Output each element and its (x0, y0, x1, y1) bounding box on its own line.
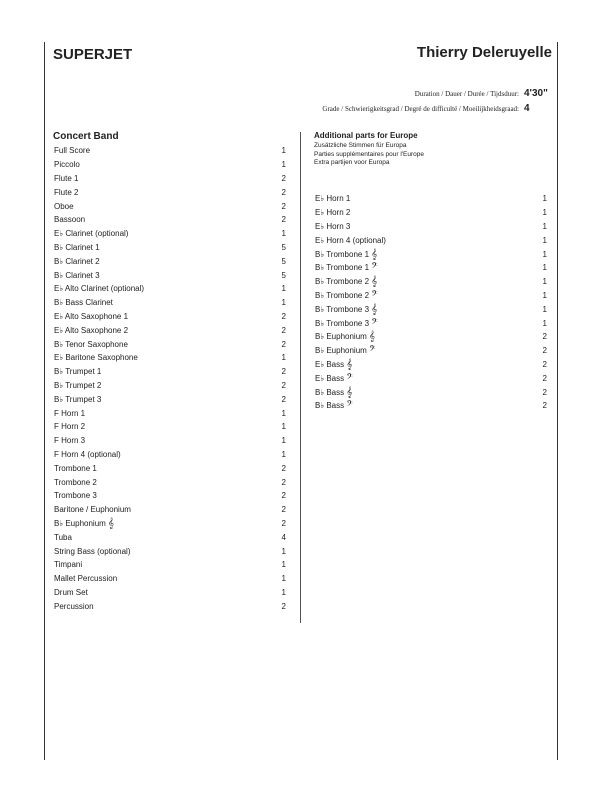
part-row (315, 192, 547, 206)
part-name: E♭ Alto Saxophone 2 (54, 325, 129, 335)
part-name: Trombone 1 (54, 463, 97, 473)
part-label (54, 464, 97, 473)
part-label (54, 298, 113, 307)
part-name: String Bass (optional) (54, 546, 131, 556)
part-name: B♭ Euphonium (54, 518, 106, 528)
part-label (54, 243, 100, 252)
part-row (315, 289, 547, 303)
part-row (315, 330, 547, 344)
part-label (315, 388, 352, 397)
part-count: 2 (281, 339, 286, 349)
part-row (54, 365, 286, 379)
part-label (54, 312, 128, 321)
treble-clef-icon: 𝄞 (346, 386, 353, 398)
europe-parts-heading: Additional parts for Europe (314, 131, 418, 140)
column-divider (300, 132, 301, 623)
treble-clef-icon: 𝄞 (371, 303, 378, 315)
part-count: 2 (281, 518, 286, 528)
part-count: 2 (281, 367, 286, 377)
part-label (315, 319, 378, 328)
europe-subtitle: Extra partijen voor Europa (314, 159, 390, 166)
part-label (54, 422, 85, 431)
part-count: 1 (281, 229, 286, 239)
part-name: E♭ Baritone Saxophone (54, 353, 138, 363)
part-count: 5 (281, 242, 286, 252)
part-row (315, 220, 547, 234)
part-count: 2 (281, 394, 286, 404)
part-label (315, 250, 377, 259)
part-count: 1 (281, 408, 286, 418)
part-label (54, 257, 100, 266)
part-count: 2 (281, 601, 286, 611)
part-name: B♭ Trombone 1 (315, 249, 370, 259)
part-label (54, 547, 130, 556)
bass-clef-icon: 𝄢 (346, 400, 353, 412)
part-name: Timpani (54, 560, 83, 570)
part-count: 1 (542, 208, 547, 218)
part-count: 1 (542, 249, 547, 259)
part-row (54, 227, 286, 241)
part-label (54, 160, 80, 169)
part-name: B♭ Trombone 3 (315, 318, 370, 328)
part-row (54, 572, 286, 586)
part-label (315, 346, 375, 355)
treble-clef-icon: 𝄞 (371, 248, 378, 260)
part-name: E♭ Horn 4 (optional) (315, 235, 386, 245)
part-label (315, 401, 353, 410)
part-row (54, 337, 286, 351)
part-label (54, 478, 97, 487)
part-count: 1 (542, 235, 547, 245)
part-row (315, 247, 547, 261)
part-label (54, 326, 128, 335)
grade-value: 4 (524, 103, 530, 114)
part-label (315, 291, 378, 300)
part-name: Flute 1 (54, 173, 79, 183)
part-count: 1 (542, 318, 547, 328)
part-row (54, 158, 286, 172)
part-label (54, 146, 90, 155)
part-name: F Horn 1 (54, 408, 86, 418)
part-label (315, 374, 353, 383)
piece-title: SUPERJET (53, 46, 133, 63)
part-name: F Horn 3 (54, 436, 86, 446)
part-name: Baritone / Euphonium (54, 505, 131, 515)
part-name: B♭ Euphonium (315, 346, 367, 356)
bass-clef-icon: 𝄢 (371, 262, 378, 274)
part-label (54, 450, 121, 459)
part-count: 1 (281, 422, 286, 432)
part-label (54, 271, 100, 280)
part-label (54, 215, 85, 224)
part-row (54, 544, 286, 558)
part-row (315, 261, 547, 275)
part-count: 1 (281, 546, 286, 556)
part-row (54, 379, 286, 393)
part-row (54, 185, 286, 199)
part-name: B♭ Trombone 3 (315, 304, 370, 314)
right-margin-rule (557, 42, 558, 760)
part-label (54, 588, 88, 597)
part-row (315, 302, 547, 316)
part-row (54, 172, 286, 186)
part-count: 1 (281, 574, 286, 584)
concert-band-parts-list (54, 144, 286, 613)
part-row (54, 434, 286, 448)
part-count: 1 (281, 560, 286, 570)
part-row (54, 599, 286, 613)
part-label (315, 194, 350, 203)
part-count: 2 (542, 387, 547, 397)
part-name: Mallet Percussion (54, 574, 118, 584)
part-name: E♭ Clarinet (optional) (54, 229, 129, 239)
part-count: 1 (542, 304, 547, 314)
part-label (315, 332, 375, 341)
part-row (54, 406, 286, 420)
part-label (54, 409, 85, 418)
part-label (315, 236, 386, 245)
part-count: 2 (542, 346, 547, 356)
part-count: 4 (281, 532, 286, 542)
part-row (54, 392, 286, 406)
part-count: 1 (281, 353, 286, 363)
part-name: B♭ Bass (315, 401, 345, 411)
part-label (54, 560, 82, 569)
part-row (315, 344, 547, 358)
part-name: B♭ Trombone 2 (315, 290, 370, 300)
part-name: F Horn 2 (54, 422, 86, 432)
part-label (54, 505, 131, 514)
part-row (54, 461, 286, 475)
part-count: 5 (281, 270, 286, 280)
part-row (54, 268, 286, 282)
part-row (315, 206, 547, 220)
bass-clef-icon: 𝄢 (346, 372, 353, 384)
part-count: 2 (542, 359, 547, 369)
part-count: 2 (281, 311, 286, 321)
part-label (315, 222, 350, 231)
grade-row (322, 103, 552, 114)
part-row (315, 399, 547, 413)
part-name: B♭ Clarinet 1 (54, 242, 100, 252)
bass-clef-icon: 𝄢 (371, 289, 378, 301)
part-name: E♭ Alto Saxophone 1 (54, 311, 129, 321)
grade-label: Grade / Schwierigkeitsgrad / Degré de difficulté / Moeilijkheidsgraad: (322, 105, 519, 113)
part-row (315, 385, 547, 399)
part-count: 2 (281, 187, 286, 197)
part-name: E♭ Horn 3 (315, 221, 351, 231)
part-count: 2 (281, 505, 286, 515)
part-row (54, 503, 286, 517)
part-count: 2 (542, 401, 547, 411)
part-count: 1 (281, 146, 286, 156)
part-count: 2 (542, 332, 547, 342)
part-name: B♭ Bass (315, 387, 345, 397)
part-label (54, 367, 101, 376)
part-name: B♭ Euphonium (315, 332, 367, 342)
part-count: 2 (542, 373, 547, 383)
concert-band-heading: Concert Band (53, 131, 119, 142)
part-row (54, 558, 286, 572)
part-label (54, 533, 72, 542)
part-count: 1 (281, 284, 286, 294)
treble-clef-icon: 𝄞 (371, 276, 378, 288)
europe-subtitle: Zusätzliche Stimmen für Europa (314, 142, 407, 149)
part-row (315, 316, 547, 330)
part-count: 1 (281, 449, 286, 459)
part-name: Oboe (54, 201, 74, 211)
part-name: Trombone 2 (54, 477, 97, 487)
part-count: 1 (542, 194, 547, 204)
part-name: B♭ Trombone 1 (315, 263, 370, 273)
part-count: 2 (281, 325, 286, 335)
part-label (54, 353, 138, 362)
part-count: 1 (542, 290, 547, 300)
part-name: F Horn 4 (optional) (54, 449, 121, 459)
composer-name: Thierry Deleruyelle (416, 44, 552, 61)
part-name: B♭ Trumpet 2 (54, 380, 102, 390)
part-row (315, 358, 547, 372)
part-label (315, 360, 352, 369)
europe-parts-list (315, 192, 547, 413)
part-label (54, 202, 74, 211)
part-row (54, 530, 286, 544)
part-row (54, 199, 286, 213)
bass-clef-icon: 𝄢 (371, 317, 378, 329)
europe-subtitle: Parties supplémentaires pour l'Europe (314, 150, 424, 158)
part-row (315, 275, 547, 289)
part-name: B♭ Trumpet 3 (54, 394, 102, 404)
part-label (54, 574, 117, 583)
part-count: 1 (542, 277, 547, 287)
part-count: 2 (281, 201, 286, 211)
part-label (54, 381, 101, 390)
part-row (54, 144, 286, 158)
part-name: Full Score (54, 146, 91, 156)
part-count: 2 (281, 463, 286, 473)
part-row (54, 310, 286, 324)
part-label (315, 263, 378, 272)
part-label (315, 208, 350, 217)
part-count: 2 (281, 380, 286, 390)
part-name: Bassoon (54, 215, 86, 225)
part-row (54, 282, 286, 296)
part-row (54, 420, 286, 434)
part-label (315, 277, 377, 286)
duration-row (415, 88, 552, 99)
part-row (54, 448, 286, 462)
duration-value: 4'30" (524, 88, 548, 99)
part-label (54, 174, 78, 183)
part-count: 2 (281, 173, 286, 183)
part-row (54, 213, 286, 227)
treble-clef-icon: 𝄞 (369, 331, 375, 343)
part-row (54, 586, 286, 600)
part-row (54, 351, 286, 365)
left-margin-rule (44, 42, 45, 760)
part-row (54, 489, 286, 503)
part-count: 5 (281, 256, 286, 266)
part-count: 1 (542, 263, 547, 273)
part-count: 1 (281, 587, 286, 597)
part-row (54, 241, 286, 255)
treble-clef-icon: 𝄞 (346, 358, 353, 370)
part-label (54, 602, 94, 611)
part-count: 1 (281, 298, 286, 308)
europe-parts-subtitles (314, 142, 424, 168)
part-name: B♭ Trumpet 1 (54, 367, 102, 377)
part-label (54, 395, 101, 404)
part-count: 2 (281, 491, 286, 501)
part-name: Piccolo (54, 160, 80, 170)
part-name: Flute 2 (54, 187, 79, 197)
part-name: E♭ Alto Clarinet (optional) (54, 284, 145, 294)
part-label (315, 305, 377, 314)
part-row (315, 371, 547, 385)
part-name: B♭ Bass Clarinet (54, 298, 113, 308)
part-row (54, 517, 286, 531)
part-label (54, 340, 128, 349)
part-name: B♭ Tenor Saxophone (54, 339, 128, 349)
part-row (54, 254, 286, 268)
part-name: E♭ Horn 2 (315, 208, 351, 218)
part-count: 1 (281, 160, 286, 170)
part-count: 1 (542, 221, 547, 231)
duration-label: Duration / Dauer / Durée / Tijdsduur: (414, 90, 519, 98)
part-label (54, 491, 97, 500)
part-name: Percussion (54, 601, 94, 611)
part-label (54, 188, 78, 197)
part-label (54, 436, 85, 445)
part-name: E♭ Bass (315, 359, 345, 369)
bass-clef-icon: 𝄢 (369, 345, 376, 357)
part-row (54, 323, 286, 337)
part-name: B♭ Clarinet 3 (54, 270, 100, 280)
part-count: 1 (281, 436, 286, 446)
part-row (54, 475, 286, 489)
part-label (54, 229, 128, 238)
treble-clef-icon: 𝄞 (108, 517, 114, 529)
part-name: Drum Set (54, 587, 88, 597)
part-row (54, 296, 286, 310)
part-row (315, 233, 547, 247)
part-count: 2 (281, 215, 286, 225)
part-name: B♭ Trombone 2 (315, 277, 370, 287)
part-name: Tuba (54, 532, 72, 542)
part-label (54, 284, 144, 293)
part-name: B♭ Clarinet 2 (54, 256, 100, 266)
part-name: Trombone 3 (54, 491, 97, 501)
part-name: E♭ Bass (315, 373, 345, 383)
part-name: E♭ Horn 1 (315, 194, 351, 204)
part-label (54, 519, 114, 528)
part-count: 2 (281, 477, 286, 487)
